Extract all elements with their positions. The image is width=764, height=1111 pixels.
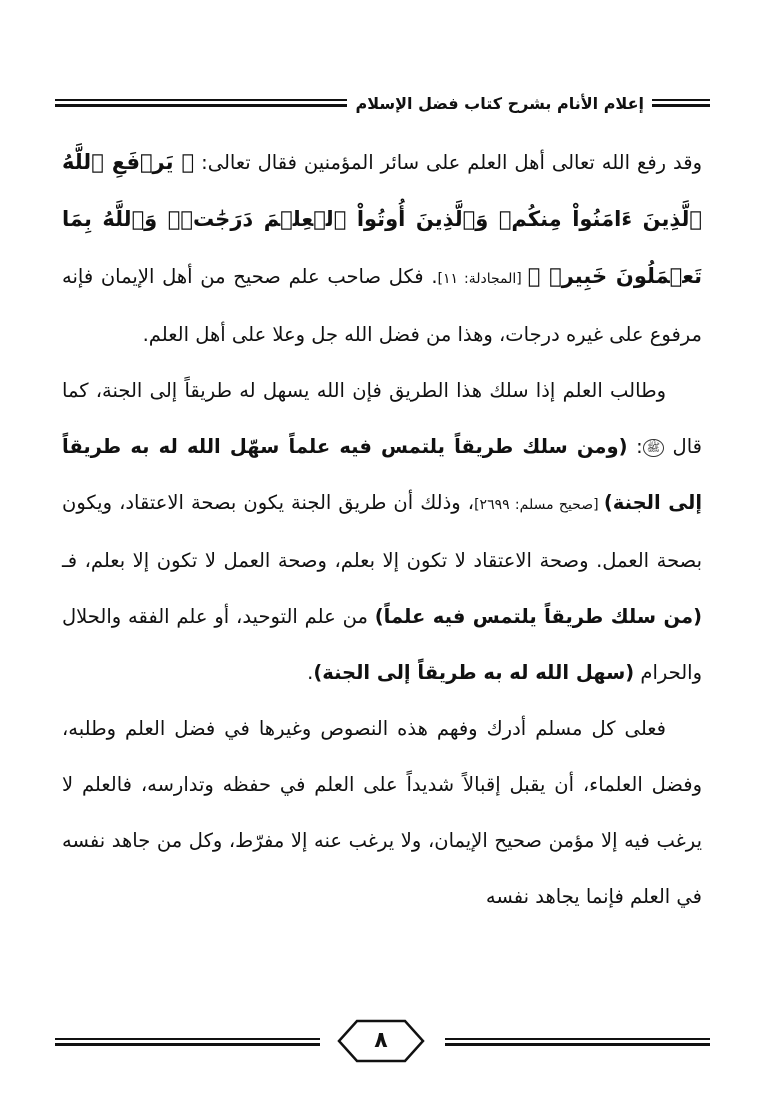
footer-rule-right <box>445 1038 710 1046</box>
hadith-quote: (سهل الله له به طريقاً إلى الجنة) <box>313 661 635 684</box>
body-text-run: . فكل صاحب علم صحيح من أهل الإيمان فإنه مرفوع على غيره درجات، وهذا من فضل الله جل وعلا على أهل العلم. <box>62 265 702 346</box>
body-text-run: ، وذلك أن طريق الجنة يكون بصحة الاعتقاد، ويكون بصحة العمل. وصحة الاعتقاد لا تكون إلا بعلم، وصحة العمل لا تكون إلا بعلم، فـ <box>62 491 702 572</box>
header-rule-right <box>652 99 710 107</box>
paragraph <box>62 701 702 925</box>
paragraph <box>62 134 702 363</box>
book-title: إعلام الأنام بشرح كتاب فضل الإسلام <box>355 93 644 113</box>
body-text-run: . <box>307 661 314 684</box>
body-text-run: : <box>627 435 643 458</box>
body-text-run: من علم التوحيد، أو علم الفقه والحلال والحرام <box>62 605 702 684</box>
paragraph <box>62 363 702 701</box>
page-body <box>62 134 702 925</box>
body-text-run: وطالب العلم إذا سلك هذا الطريق فإن الله يسهل له طريقاً إلى الجنة، كما قال <box>62 379 702 458</box>
body-text-run: فعلى كل مسلم أدرك وفهم هذه النصوص وغيرها في فضل العلم وطلبه، وفضل العلماء، أن يقبل إقبالاً شديداً على العلم في حفظه وتدارسه، فالعلم لا يرغب فيه إلا مؤمن صحيح الإيمان، ولا يرغب عنه إلا مفرّط، وكل من جاهد نفسه في العلم فإنما يجاهد نفسه <box>62 717 702 908</box>
page-number: ٨ <box>374 1028 388 1053</box>
citation: [المجادلة: ١١] <box>437 271 528 287</box>
page-number-frame <box>325 1018 437 1064</box>
header-rule-left <box>55 99 347 107</box>
page-footer <box>55 1016 710 1068</box>
hadith-quote: (من سلك طريقاً يلتمس فيه علماً) <box>374 605 702 628</box>
body-text-run: وقد رفع الله تعالى أهل العلم على سائر المؤمنين فقال تعالى: <box>194 151 703 174</box>
running-header <box>55 92 710 114</box>
citation: [صحيح مسلم: ٢٦٩٩] <box>474 497 604 513</box>
salla-icon: ﷺ <box>643 439 664 457</box>
quran-verse: ﴿ يَرۡفَعِ ٱللَّهُ ٱلَّذِينَ ءَامَنُواْ مِنكُمۡ وَٱلَّذِينَ أُوتُواْ ٱلۡعِلۡمَ دَرَجَٰتٖۚ وَٱللَّهُ بِمَا تَعۡمَلُونَ خَبِيرٞ ﴾ <box>62 150 702 288</box>
footer-rule-left <box>55 1038 320 1046</box>
hadith-quote: (ومن سلك طريقاً يلتمس فيه علماً سهّل الله له به طريقاً إلى الجنة) <box>62 435 703 514</box>
